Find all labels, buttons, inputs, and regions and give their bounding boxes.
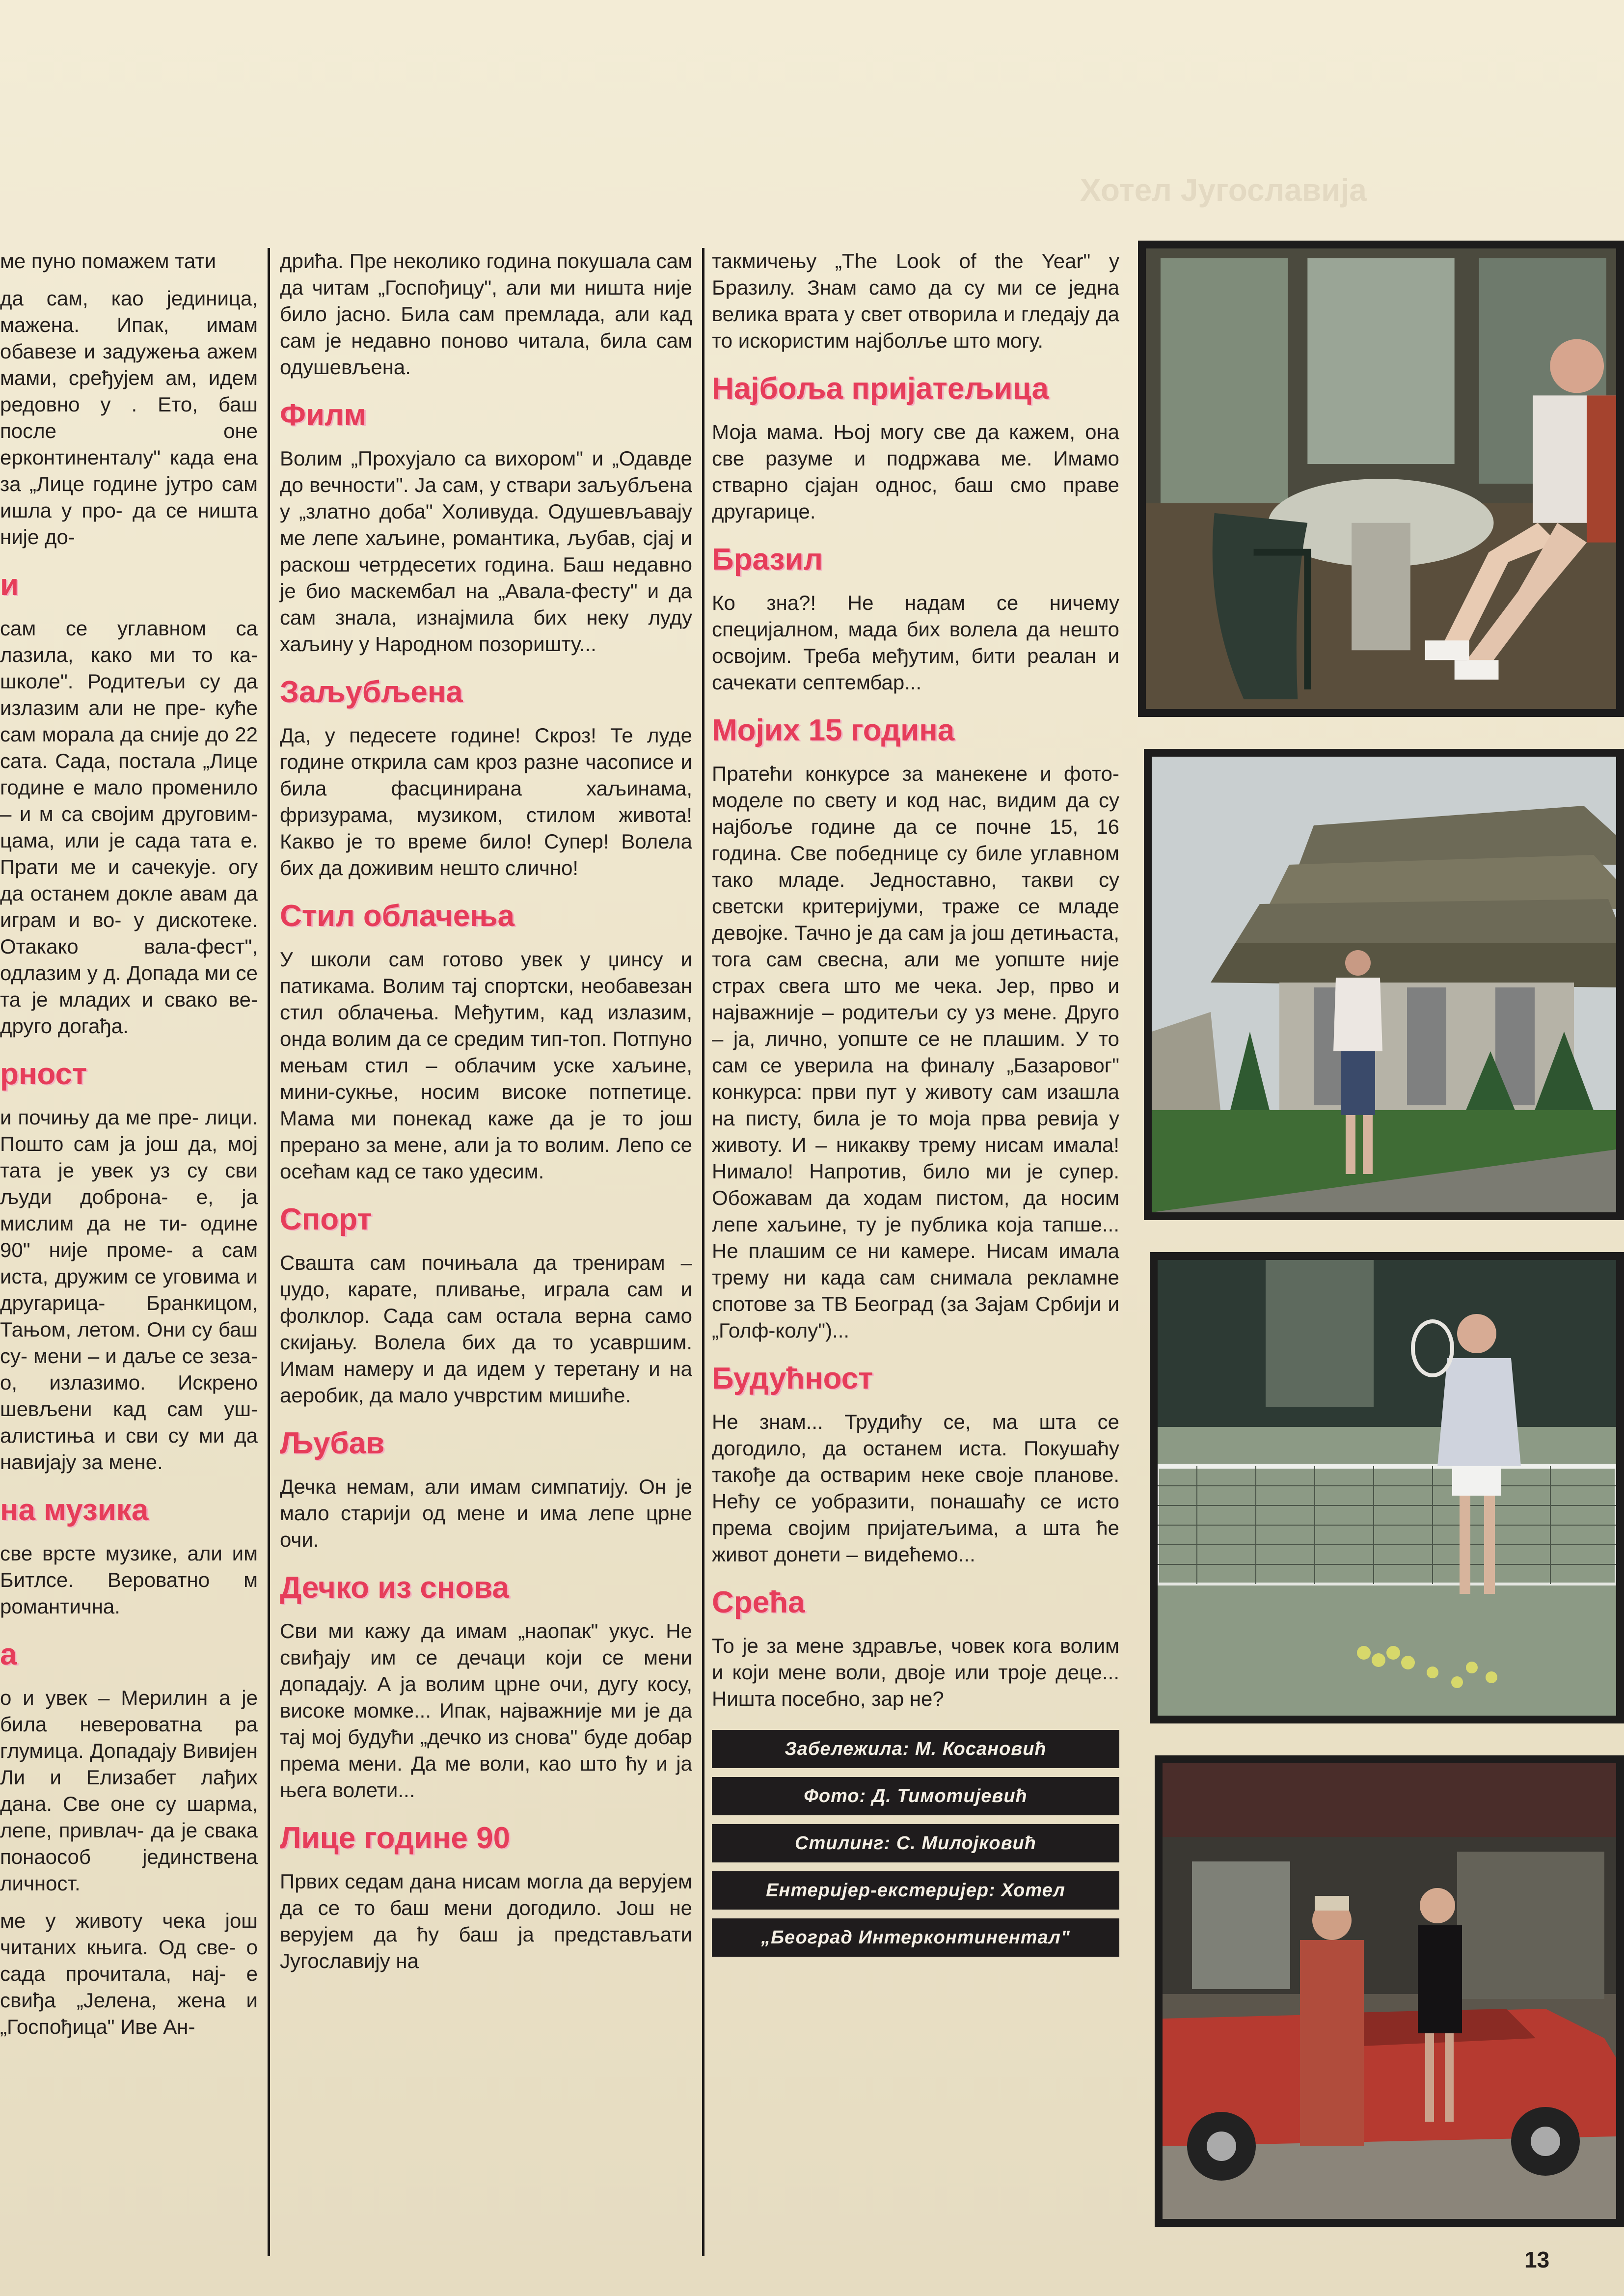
page-number: 13	[1524, 2247, 1550, 2272]
paragraph: У школи сам готово увек у џинсу и патикама. Волим тај спортски, необавезан стил облачења. Међутим, кад излазим, онда волим да се средим тип-топ. Потпуно мењам стил – облачим уске хаљине, мини-сукње, носим високе потпетице. Мама ми понекад каже да је то још прерано за мене, али ја то волим. Лепо се осећам кад се тако удесим.	[280, 948, 692, 1183]
credit-location: Ентеријер-екстеријер: Хотел	[712, 1871, 1119, 1910]
paragraph: такмичењу „The Look of the Year" у Бразилу. Знам само да су ми се једна велика врата у свет отворила и гледају да то искористим најболље што могу.	[712, 249, 1119, 352]
paragraph: ме пуно помажем тати	[0, 249, 217, 273]
heading-decko-iz-snova: Дечко из снова	[280, 1571, 509, 1605]
heading-najbolja-prijateljica: Најбоља пријатељица	[712, 372, 1049, 406]
faded-header: Хотел Југославија	[1080, 172, 1367, 208]
heading-buducnost: Будућност	[712, 1362, 873, 1395]
heading-zaljubljena: Заљубљена	[280, 675, 463, 709]
paragraph: Дечка немам, али имам симпатију. Он је мало старији од мене и има лепе црне очи.	[280, 1475, 692, 1551]
text-column-2	[280, 248, 692, 1985]
credit-author: Забележила: М. Косановић	[712, 1730, 1119, 1768]
cafe-scene-image	[1146, 248, 1616, 709]
paragraph: Волим „Прохујало са вихором" и „Одавде до вечности". Ја сам, у ствари заљубљена у „златно доба" Холивуда. Одушевљавају ме лепе хаљине, романтика, љубав, сјај и раскош четрдесетих година. Баш недавно је био маскембал на „Авала-фесту" и да сам знала, изнајмила бих неку луду хаљину у Народном позоришту...	[280, 447, 692, 656]
photo-hotel	[1144, 749, 1624, 1220]
paragraph: Да, у педесете године! Скроз! Те луде године открила сам кроз разне часописе и била фасцинирана хаљинама, фризурама, музиком, стилом живота! Какво је то време било! Супер! Волела бих да доживим нешто слично!	[280, 724, 692, 879]
paragraph: Моја мама. Њој могу све да кажем, она све разуме и подржава ме. Имамо стварно сјајан однос, баш смо праве другарице.	[712, 420, 1119, 523]
text-column-1	[0, 248, 258, 2051]
photo-car-entrance	[1155, 1755, 1624, 2227]
credit-styling: Стилинг: С. Милојковић	[712, 1824, 1119, 1862]
photo-tennis	[1150, 1252, 1624, 1723]
credits-block	[712, 1730, 1119, 1957]
heading-stil-oblacenja: Стил облачења	[280, 899, 514, 933]
column-divider	[268, 248, 270, 2256]
column-divider	[702, 248, 704, 2256]
credit-hotel: „Београд Интерконтинентал"	[712, 1918, 1119, 1957]
heading-mojih-15-godina: Мојих 15 година	[712, 713, 955, 747]
paragraph: Првих седам дана нисам могла да верујем да се то баш мени догодило. Још не верујем да ћу баш ја представљати Југославију на	[280, 1870, 692, 1972]
hotel-scene-image	[1152, 757, 1616, 1212]
paragraph: То је за мене здравље, човек кога волим и који мене воли, двоје или троје деце... Ништа посебно, зар не?	[712, 1634, 1119, 1710]
heading-brazil: Бразил	[712, 543, 823, 576]
section-heading: и	[0, 568, 19, 602]
paragraph: Пратећи конкурсе за манекене и фото-моделе по свету и код нас, видим да су најбоље године да се почне 15, 16 година. Све победнице су биле углавном тако младе. Једноставно, такви су светски критеријуми, траже се младе девојке. Тачно је да сам ја још детињаста, тога сам свесна, али ме уопште није страх свега што ме чека. Јер, прво и најважније – родитељи су уз мене. Друго – ја, лично, уопште се не плашим. У то сам се уверила на финалу „Базаровог" конкурса: први пут у животу сам изашла на писту, била је то моја прва ревија у животу. И – никакву трему нисам имала! Нимало! Напротив, било ми је супер. Обожавам да ходам пистом, да носим лепе хаљине, ту је публика која тапше... Не плашим се ни камере. Нисам имала трему ни када сам снимала рекламне спотове за ТВ Београд (за Зајам Србији и „Голф-колу")...	[712, 762, 1119, 1342]
paragraph: и почињу да ме пре- лици. Пошто сам ја још да, мој тата је увек уз су сви људи доброна- е, ја мислим да не ти- одине 90" није проме- а сам иста, дружим се уговима и другарица- Бранкицом, Тањом, летом. Они су баш су- мени – и даље се зеза- о, излазимо. Искрено шевљени кад сам уш- алистиња и сви су ми да навијају за мене.	[0, 1106, 258, 1474]
credit-photo: Фото: Д. Тимотијевић	[712, 1777, 1119, 1815]
paragraph: Ко зна?! Не надам се ничему специјалном, мада бих волела да нешто освојим. Треба међутим, бити реалан и сачекати септембар...	[712, 591, 1119, 694]
paragraph: о и увек – Мерилин а је била невероватна ра глумица. Допадају Вивијен Ли и Елизабет лађих дана. Све оне су шарма, лепе, привлач- да је свака понаособ јединствена личност.	[0, 1686, 258, 1895]
text-column-3	[712, 248, 1119, 1966]
section-heading: а	[0, 1638, 17, 1671]
heading-sreca: Срећа	[712, 1585, 805, 1619]
tennis-scene-image	[1158, 1260, 1616, 1716]
paragraph: све врсте музике, али им Битлсе. Вероватно м романтична.	[0, 1542, 258, 1618]
heading-film: Филм	[280, 398, 367, 432]
paragraph: ме у животу чека још читаних књига. Од све- о сада прочитала, нај- е свиђа „Јелена, жена и „Госпођица" Иве Ан-	[0, 1909, 258, 2038]
heading-ljubav: Љубав	[280, 1426, 385, 1460]
section-heading: на музика	[0, 1493, 149, 1527]
paragraph: Свашта сам почињала да тренирам – џудо, карате, пливање, играла сам и фолклор. Сада сам остала верна само скијању. Волела бих да то усавршим. Имам намеру и да идем у теретану и на аеробик, да мало учврстим мишиће.	[280, 1251, 692, 1407]
paragraph: Не знам... Трудићу се, ма шта се догодило, да останем иста. Покушаћу такође да остварим неке своје планове. Нећу се уобразити, понашаћу се исто према својим пријатељима, а шта ће живот донети – видећемо...	[712, 1410, 1119, 1566]
heading-lice-godine: Лице године 90	[280, 1821, 511, 1855]
section-heading: рност	[0, 1057, 87, 1091]
heading-sport: Спорт	[280, 1203, 372, 1236]
paragraph: сам се углавном са лазила, како ми то ка- школе". Родитељи су да излазим али не пре- куће сам морала да сније до 22 сата. Сада, постала „Лице године е мало променило – и м са својим друговим- цама, или је сада тата е. Прати ме и сачекује. огу да останем докле авам да играм и во- у дискотеке. Отакако вала-фест", одлазим у д. Допада ми се та је младих и свако ве- друго догађа.	[0, 617, 258, 1038]
paragraph: дрића. Пре неколико година покушала сам да читам „Госпођицу", али ми ништа није било јасно. Била сам премлада, али кад сам је недавно поново читала, била сам одушевљена.	[280, 249, 692, 379]
car-scene-image	[1163, 1763, 1616, 2219]
paragraph: Сви ми кажу да имам „наопак" укус. Не свиђају им се дечаци који се мени допадају. А ја волим црне очи, дугу косу, високе момке... Ипак, најважније ми је да тај мој будући „дечко из снова" буде добар према мени. Да ме воли, као што ћу и ја њега волети...	[280, 1619, 692, 1802]
paragraph: да сам, као јединица, мажена. Ипак, имам обавезе и задужења ажем мами, сређујем ам, идем редовно у . Ето, баш после оне ерконтиненталу" када ена за „Лице године јутро сам ишла у про- да се ништа није до-	[0, 287, 258, 548]
photo-cafe	[1138, 241, 1624, 717]
